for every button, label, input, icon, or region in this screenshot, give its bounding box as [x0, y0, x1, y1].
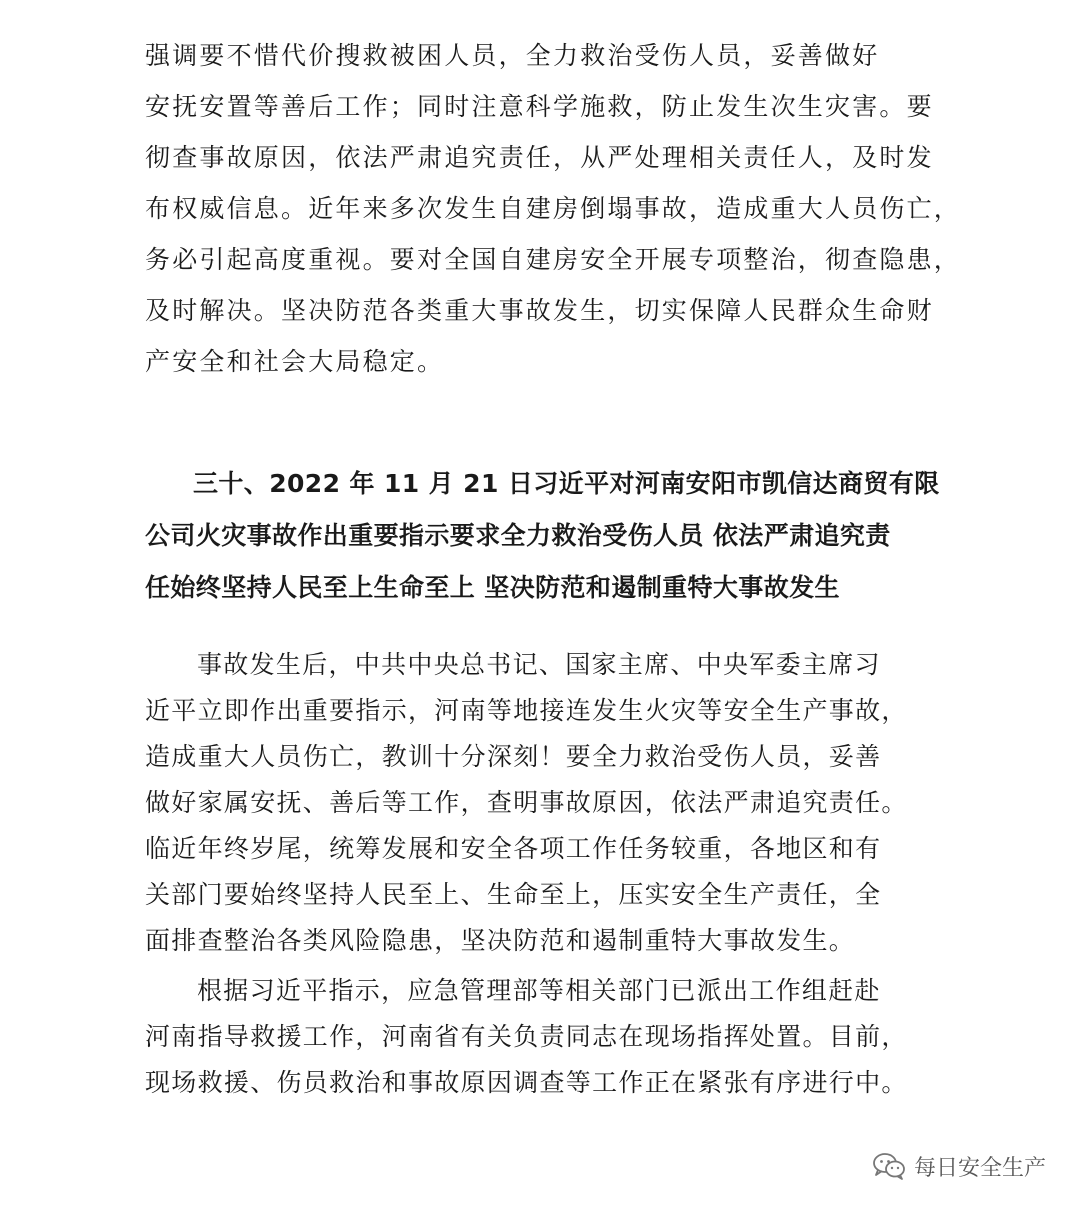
- text-line: 务必引起高度重视。要对全国自建房安全开展专项整治，彻查隐患，: [145, 245, 962, 274]
- text-line: 关部门要始终坚持人民至上、生命至上，压实安全生产责任，全: [145, 880, 882, 909]
- heading-line: 三十、2022 年 11 月 21 日习近平对河南安阳市凯信达商贸有限: [193, 469, 940, 498]
- watermark-footer: [872, 1148, 1046, 1184]
- text-line: 事故发生后，中共中央总书记、国家主席、中央军委主席习: [197, 650, 881, 679]
- text-line: 临近年终岁尾，统筹发展和安全各项工作任务较重，各地区和有: [145, 834, 882, 863]
- text-line: 产安全和社会大局稳定。: [145, 347, 445, 376]
- paragraph-response: [145, 968, 945, 1106]
- text-line: 安抚安置等善后工作；同时注意科学施救，防止发生次生灾害。要: [145, 92, 934, 121]
- wechat-icon: [872, 1151, 906, 1181]
- paragraph-top: [145, 30, 962, 387]
- text-line: 造成重大人员伤亡，教训十分深刻！要全力救治受伤人员，妥善: [145, 742, 882, 771]
- text-line: 河南指导救援工作，河南省有关负责同志在现场指挥处置。目前，: [145, 1022, 908, 1051]
- text-line: 彻查事故原因，依法严肃追究责任，从严处理相关责任人，及时发: [145, 143, 934, 172]
- text-line: 布权威信息。近年来多次发生自建房倒塌事故，造成重大人员伤亡，: [145, 194, 962, 223]
- paragraph-incident: [145, 642, 945, 964]
- text-line: 强调要不惜代价搜救被困人员，全力救治受伤人员，妥善做好: [145, 41, 880, 70]
- text-line: 面排查整治各类风险隐患，坚决防范和遏制重特大事故发生。: [145, 926, 856, 955]
- text-line: 近平立即作出重要指示，河南等地接连发生火灾等安全生产事故，: [145, 696, 908, 725]
- text-line: 及时解决。坚决防范各类重大事故发生，切实保障人民群众生命财: [145, 296, 934, 325]
- text-line: 现场救援、伤员救治和事故原因调查等工作正在紧张有序进行中。: [145, 1068, 908, 1097]
- section-heading: [145, 458, 940, 614]
- heading-line: 公司火灾事故作出重要指示要求全力救治受伤人员 依法严肃追究责: [145, 521, 891, 550]
- text-line: 根据习近平指示，应急管理部等相关部门已派出工作组赶赴: [197, 976, 881, 1005]
- text-line: 做好家属安抚、善后等工作，查明事故原因，依法严肃追究责任。: [145, 788, 908, 817]
- heading-line: 任始终坚持人民至上生命至上 坚决防范和遏制重特大事故发生: [145, 573, 840, 602]
- account-name: 每日安全生产: [913, 1155, 1046, 1181]
